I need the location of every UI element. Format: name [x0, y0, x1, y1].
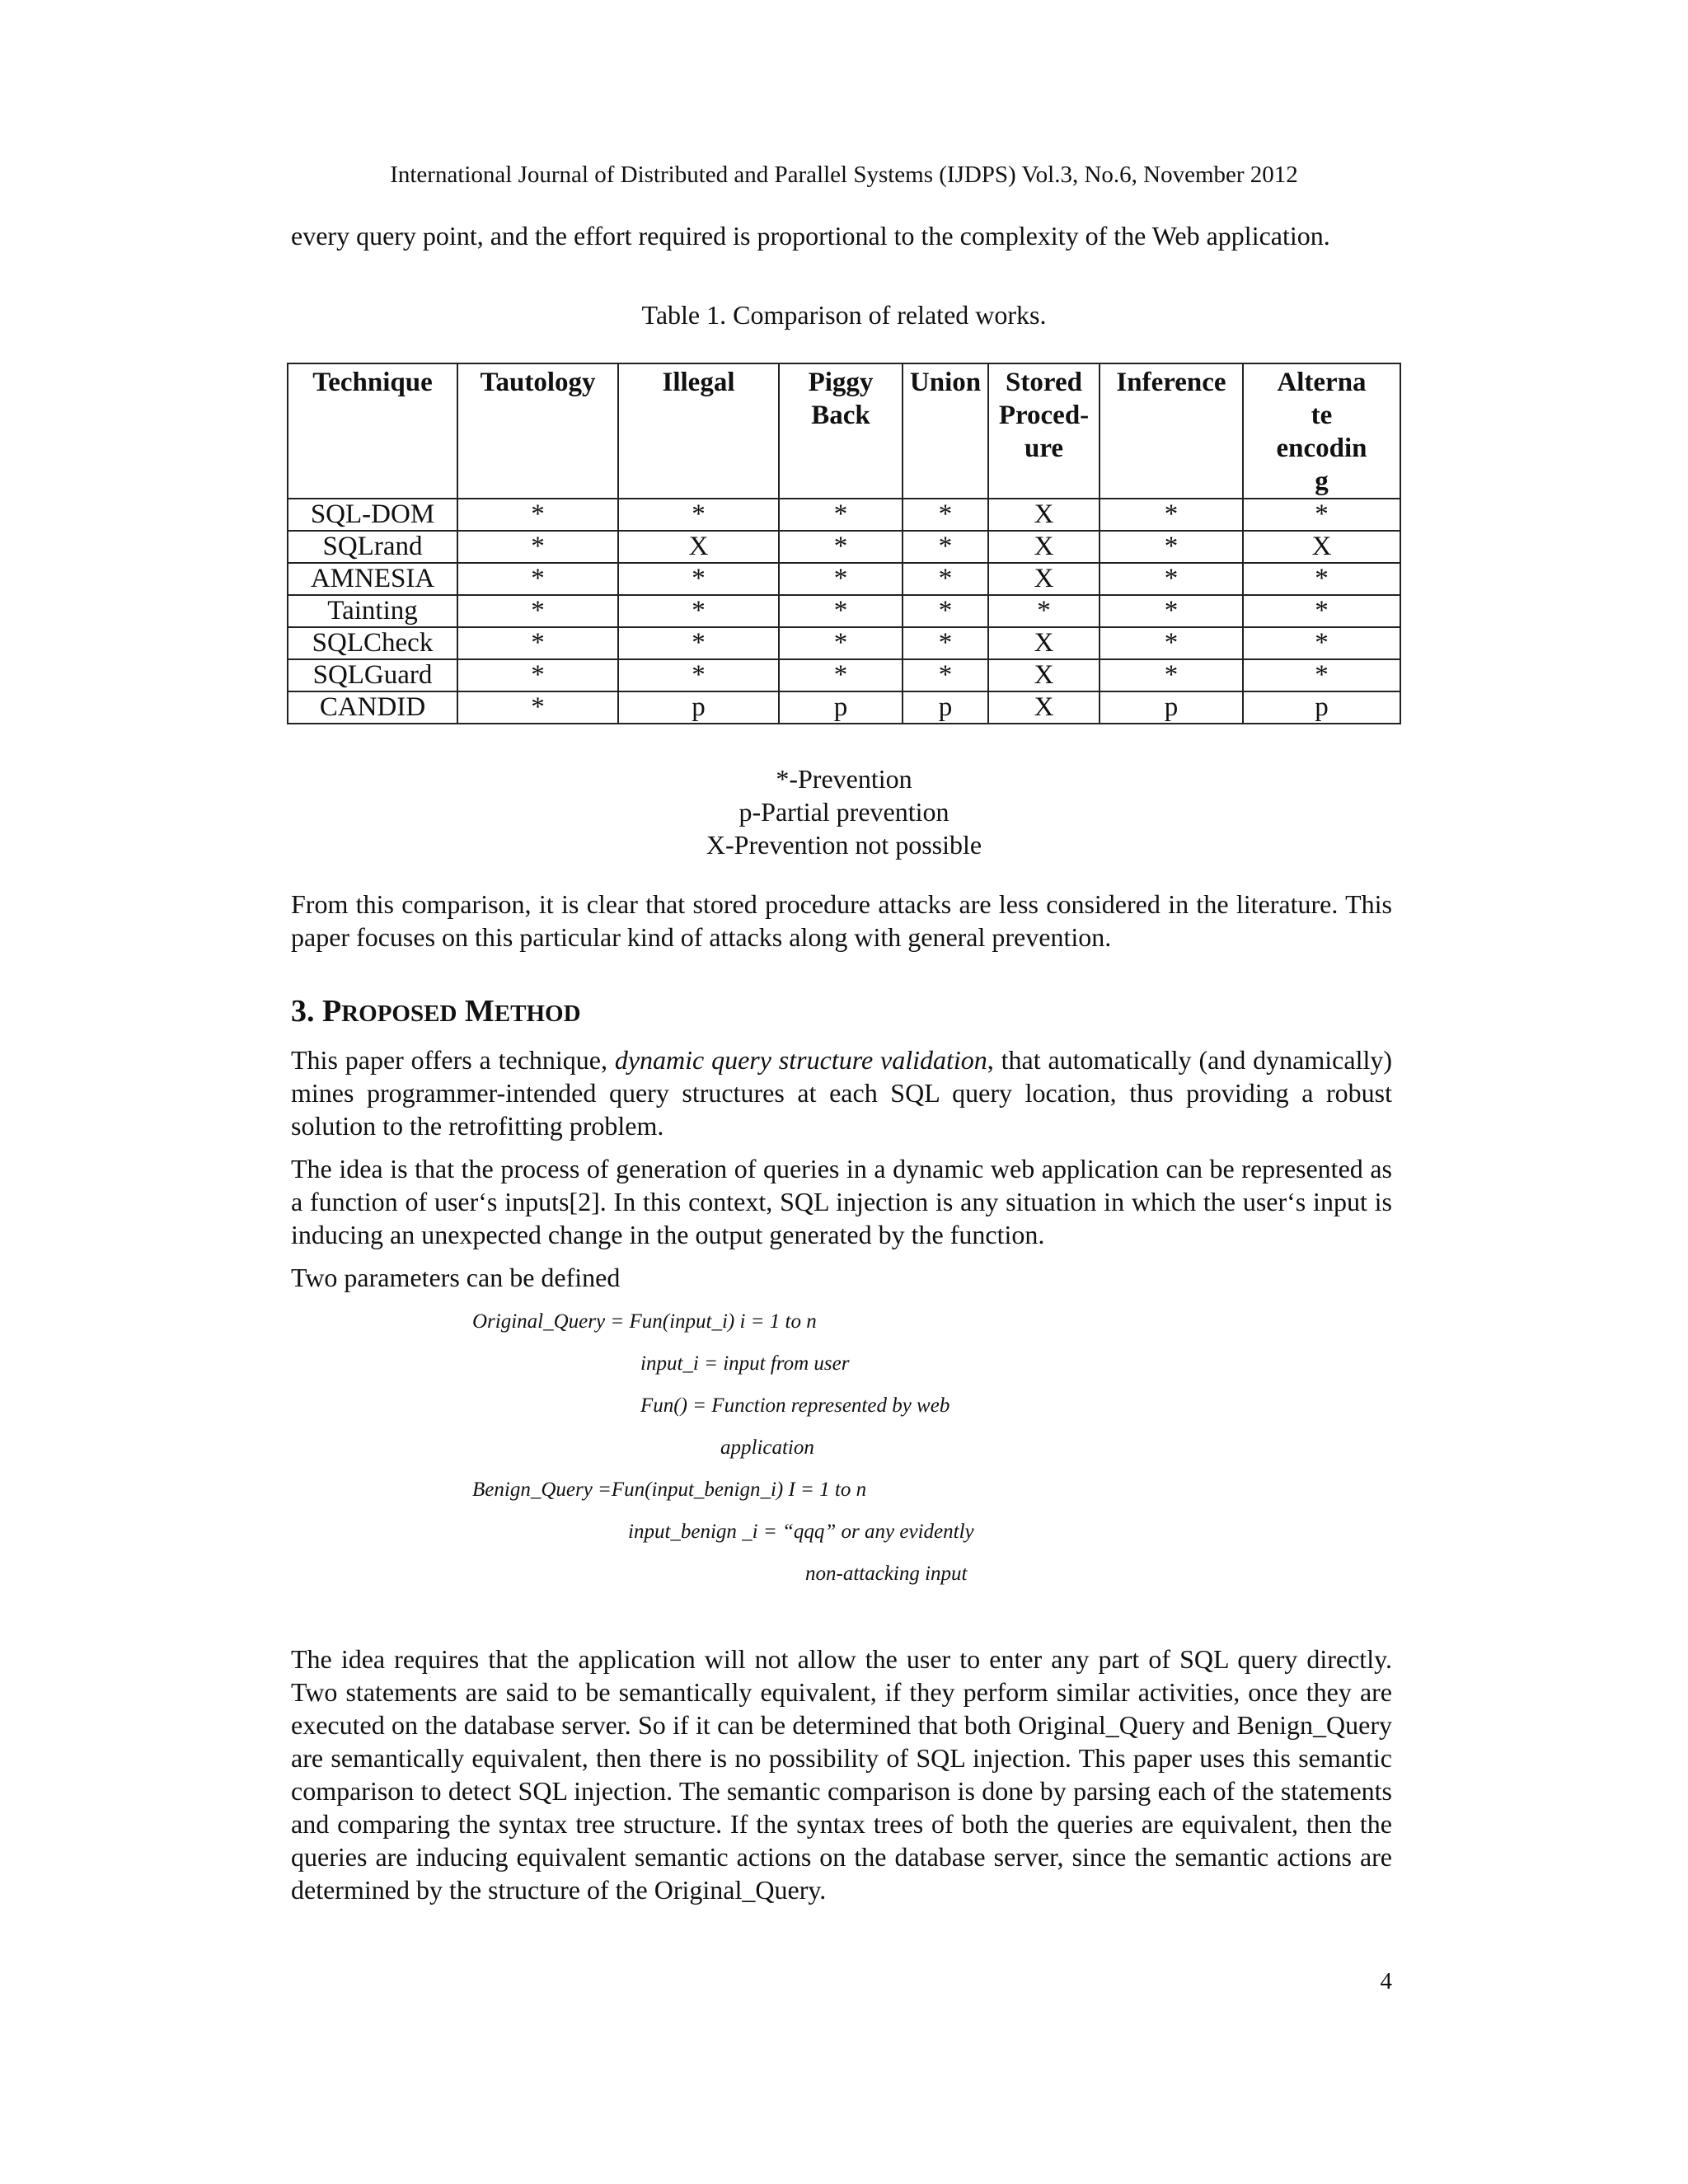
formula-line: Original_Query = Fun(input_i) i = 1 to n — [472, 1310, 817, 1333]
formula-line: non-attacking input — [805, 1563, 968, 1585]
table-row — [288, 595, 1400, 627]
technique-cell: SQL-DOM — [288, 499, 457, 531]
table-row — [288, 499, 1400, 531]
comparison-table — [287, 363, 1401, 724]
table-row — [288, 659, 1400, 691]
table-cell: X — [988, 531, 1100, 563]
table-cell: * — [1100, 627, 1243, 659]
section-heading: 3. PROPOSED METHOD — [291, 994, 581, 1029]
formula-line: Fun() = Function represented by web — [640, 1394, 950, 1417]
table-cell: p — [618, 691, 779, 724]
table-cell: X — [988, 691, 1100, 724]
legend-item: p-Partial prevention — [738, 797, 950, 827]
table-cell: * — [903, 627, 988, 659]
table-row — [288, 531, 1400, 563]
table-cell: * — [457, 691, 618, 724]
table-cell: * — [1100, 563, 1243, 595]
final-paragraph: The idea requires that the application will not allow the user to enter any part of SQL query directly. Two statements are said to be semantically equivalent, if they perform similar activities, once they are executed on the database server. So if it can be determined that both Original_Query and Benign_Query are semantically equivalent, then there is no possibility of SQL injection. This paper uses this semantic comparison to detect SQL injection. The semantic comparison is done by parsing each of the statements and comparing the syntax tree structure. If the syntax trees of both the queries are equivalent, then the queries are inducing equivalent semantic actions on the database server, since the semantic actions are determined by the structure of the Original_Query. — [291, 1644, 1392, 1905]
col-header: Union — [903, 363, 988, 499]
table-cell: * — [903, 499, 988, 531]
col-header: Piggy Back — [779, 363, 903, 499]
table-cell: * — [618, 563, 779, 595]
col-header: Inference — [1100, 363, 1243, 499]
col-header: Stored Proced- ure — [988, 363, 1100, 499]
table-cell: * — [457, 595, 618, 627]
table-cell: * — [779, 499, 903, 531]
table-cell: * — [457, 499, 618, 531]
formula-line: application — [720, 1436, 814, 1459]
table-cell: * — [903, 659, 988, 691]
params-intro: Two parameters can be defined — [291, 1263, 621, 1292]
table-cell: * — [1100, 595, 1243, 627]
table-cell: * — [457, 563, 618, 595]
col-header: Technique — [288, 363, 457, 499]
table-row — [288, 627, 1400, 659]
method-paragraph: This paper offers a technique, dynamic query structure validation, that automatically (and dynamically) mines programmer-intended query structures at each SQL query location, thus providing a robust solution to the retrofitting problem. — [291, 1045, 1393, 1141]
table-cell: * — [1100, 499, 1243, 531]
idea-paragraph: The idea is that the process of generation of queries in a dynamic web application can be represented as a function of user‘s inputs[2]. In this context, SQL injection is any situation in which the user‘s input is inducing an unexpected change in the output generated by the function. — [291, 1154, 1392, 1249]
table-cell: X — [988, 499, 1100, 531]
formula-line: input_benign _i = “qqq” or any evidently — [628, 1521, 974, 1543]
comparison-paragraph: From this comparison, it is clear that stored procedure attacks are less considered in the literature. This paper focuses on this particular kind of attacks along with general prevention. — [291, 889, 1392, 952]
col-header: Illegal — [618, 363, 779, 499]
table-cell: X — [618, 531, 779, 563]
table-cell: X — [988, 659, 1100, 691]
table-cell: X — [988, 627, 1100, 659]
formula-line: input_i = input from user — [640, 1352, 850, 1375]
table-header-row — [288, 363, 1400, 499]
table-cell: * — [903, 595, 988, 627]
table-cell: * — [779, 659, 903, 691]
table-cell: p — [1243, 691, 1400, 724]
table-cell: * — [1100, 659, 1243, 691]
table-cell: p — [1100, 691, 1243, 724]
table-cell: * — [618, 659, 779, 691]
table-row — [288, 563, 1400, 595]
table-cell: * — [618, 595, 779, 627]
legend-item: X-Prevention not possible — [706, 830, 982, 860]
technique-cell: AMNESIA — [288, 563, 457, 595]
technique-cell: CANDID — [288, 691, 457, 724]
table-cell: * — [618, 627, 779, 659]
table-cell: * — [1243, 563, 1400, 595]
table-caption: Table 1. Comparison of related works. — [641, 300, 1047, 330]
table-cell: * — [903, 563, 988, 595]
table-cell: * — [779, 563, 903, 595]
table-cell: * — [1243, 659, 1400, 691]
table-cell: * — [1243, 627, 1400, 659]
table-cell: X — [1243, 531, 1400, 563]
table-cell: * — [618, 499, 779, 531]
technique-cell: Tainting — [288, 595, 457, 627]
table-cell: * — [988, 595, 1100, 627]
table-cell: p — [779, 691, 903, 724]
table-legend — [0, 762, 1688, 861]
table-cell: * — [457, 659, 618, 691]
table-cell: * — [1243, 595, 1400, 627]
table-cell: * — [779, 595, 903, 627]
table-cell: * — [1243, 499, 1400, 531]
table-cell: * — [779, 531, 903, 563]
table-cell: * — [903, 531, 988, 563]
table-cell: X — [988, 563, 1100, 595]
table-cell: * — [1100, 531, 1243, 563]
col-header: Alterna te encodin g — [1243, 363, 1400, 499]
page-number: 4 — [1380, 1968, 1392, 1994]
legend-item: *-Prevention — [776, 764, 912, 794]
technique-cell: SQLCheck — [288, 627, 457, 659]
formula-line: Benign_Query =Fun(input_benign_i) I = 1 to n — [472, 1479, 867, 1501]
col-header: Tautology — [457, 363, 618, 499]
technique-cell: SQLGuard — [288, 659, 457, 691]
table-cell: * — [779, 627, 903, 659]
method-emphasis: dynamic query structure validation — [614, 1045, 987, 1075]
table-row — [288, 691, 1400, 724]
technique-cell: SQLrand — [288, 531, 457, 563]
table-cell: p — [903, 691, 988, 724]
running-header: International Journal of Distributed and Parallel Systems (IJDPS) Vol.3, No.6, November 2012 — [390, 162, 1298, 188]
table-cell: * — [457, 531, 618, 563]
intro-paragraph: every query point, and the effort required is proportional to the complexity of the Web application. — [291, 221, 1330, 251]
table-cell: * — [457, 627, 618, 659]
